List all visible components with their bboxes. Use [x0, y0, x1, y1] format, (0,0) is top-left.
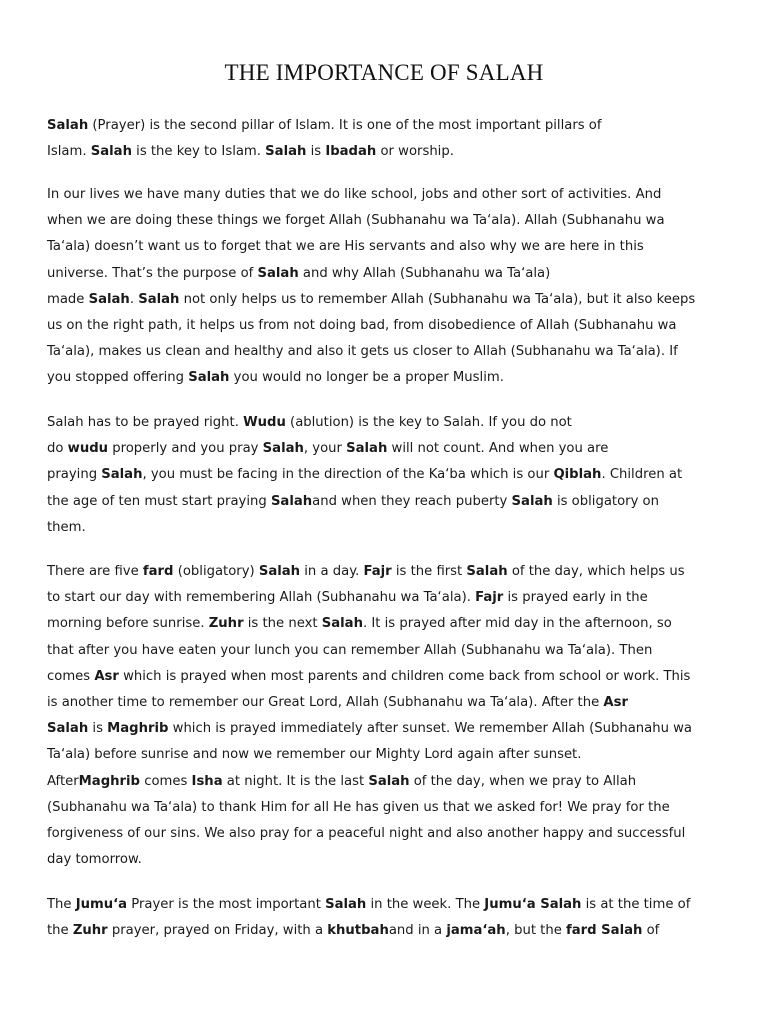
bold-term: fard Salah — [566, 923, 643, 939]
bold-term: Salah — [47, 118, 89, 133]
text-line — [47, 182, 737, 208]
bold-term: Salah — [262, 441, 304, 457]
bold-term: Fajr — [363, 564, 392, 579]
bold-term: Asr — [94, 668, 119, 684]
paragraph-purpose — [47, 182, 737, 392]
text-line — [47, 515, 737, 541]
text-run: and in a — [388, 923, 447, 939]
text-run: The — [47, 897, 76, 912]
text-run: which is prayed when most parents and children come back from school or work. This — [118, 668, 691, 684]
paragraph-intro — [47, 113, 737, 165]
bold-term: Salah — [258, 564, 301, 579]
document-title: THE IMPORTANCE OF SALAH — [224, 60, 544, 85]
text-line — [47, 664, 737, 690]
bold-term: Wudu — [243, 415, 286, 430]
paragraph-wudu — [47, 410, 737, 541]
bold-term: Isha — [191, 773, 223, 789]
text-run: not only helps us to remember Allah (Subhanahu wa Ta‘ala), but it also keeps — [179, 291, 696, 307]
text-line — [47, 716, 737, 742]
bold-term: Fajr — [475, 590, 504, 606]
text-run: in the week. The — [366, 897, 485, 912]
bold-term: Salah — [88, 291, 130, 307]
bold-term: fard — [142, 564, 174, 579]
bold-term: Ibadah — [325, 144, 377, 160]
bold-term: Asr — [603, 695, 628, 711]
text-line — [47, 742, 737, 768]
text-run: comes — [47, 668, 95, 684]
text-run: universe. That’s the purpose of — [47, 265, 258, 281]
bold-term: Salah — [466, 564, 508, 579]
text-line — [47, 410, 737, 436]
text-line — [47, 690, 737, 716]
text-line — [47, 611, 737, 637]
text-run: which is prayed immediately after sunset. We remember Allah (Subhanahu wa — [168, 721, 692, 737]
text-line — [47, 436, 737, 462]
text-run: at night. It is the last — [222, 773, 369, 789]
bold-term: Salah — [138, 291, 180, 307]
text-run: . It is prayed after mid day in the afternoon, so — [362, 616, 672, 632]
text-run: and why Allah (Subhanahu wa Ta‘ala) — [298, 265, 551, 281]
bold-term: Salah — [368, 773, 410, 789]
text-line — [47, 795, 737, 821]
text-line — [47, 234, 737, 260]
bold-term: wudu — [67, 441, 109, 457]
bold-term: Zuhr — [208, 616, 244, 632]
text-run: and when they reach puberty — [312, 493, 512, 509]
text-line — [47, 365, 737, 391]
text-run: to start our day with remembering Allah (Subhanahu wa Ta‘ala). — [47, 590, 476, 606]
text-run: comes — [140, 773, 192, 789]
text-run: is obligatory on — [552, 493, 659, 509]
text-run: when we are doing these things we forget Allah (Subhanahu wa Ta‘ala). Allah (Subhanahu wa — [47, 213, 665, 229]
text-run: the age of ten must start praying — [47, 493, 271, 509]
text-run: After — [47, 773, 79, 789]
text-run: Ta‘ala) doesn’t want us to forget that we are His servants and also why we are here in this — [47, 239, 644, 255]
text-run: (Subhanahu wa Ta‘ala) to thank Him for all He has given us that we asked for! We pray for the — [47, 799, 670, 815]
text-run: that after you have eaten your lunch you can remember Allah (Subhanahu wa Ta‘ala). Then — [47, 642, 653, 658]
text-run: (ablution) is the key to Salah. If you do not — [285, 415, 572, 430]
text-run: do — [47, 441, 68, 457]
text-run: (obligatory) — [173, 564, 259, 579]
text-run: , your — [303, 441, 347, 457]
text-run: . — [129, 291, 139, 307]
text-run: is prayed early in the — [503, 590, 648, 606]
bold-term: khutbah — [327, 923, 389, 939]
bold-term: Zuhr — [72, 923, 108, 939]
text-run: of the day, when we pray to Allah — [409, 773, 637, 789]
text-run: Salah has to be prayed right. — [47, 415, 244, 430]
text-run: is at the time of — [581, 897, 691, 912]
text-run: There are five — [47, 564, 143, 579]
text-line — [47, 918, 737, 944]
bold-term: Salah — [265, 144, 307, 160]
text-run: you stopped offering — [47, 370, 189, 386]
text-line — [47, 139, 737, 165]
text-line — [47, 638, 737, 664]
text-run: morning before sunrise. — [47, 616, 209, 632]
text-run: or worship. — [376, 144, 454, 160]
text-line — [47, 287, 737, 313]
bold-term: Salah — [511, 493, 553, 509]
text-run: properly and you pray — [108, 441, 263, 457]
bold-term: Salah — [90, 144, 132, 160]
text-line — [47, 208, 737, 234]
bold-term: Salah — [321, 616, 363, 632]
text-line — [47, 489, 737, 515]
text-run: is the next — [243, 616, 322, 632]
text-run: in a day. — [300, 564, 364, 579]
text-line — [47, 847, 737, 873]
paragraph-five-prayers — [47, 559, 737, 873]
bold-term: Maghrib — [107, 721, 169, 737]
text-run: the — [47, 923, 73, 939]
text-run: is another time to remember our Great Lord, Allah (Subhanahu wa Ta‘ala). After the — [47, 695, 604, 711]
text-run: you would no longer be a proper Muslim. — [229, 370, 504, 386]
text-run: day tomorrow. — [47, 852, 142, 868]
bold-term: Jumu‘a Salah — [484, 897, 582, 912]
text-run: is — [306, 144, 326, 160]
text-run: , but the — [505, 923, 567, 939]
text-run: is the first — [391, 564, 467, 579]
bold-term: Salah — [346, 441, 388, 457]
text-run: forgiveness of our sins. We also pray for a peaceful night and also another happy and successful — [47, 826, 686, 842]
text-run: will not count. And when you are — [387, 441, 609, 457]
text-run: made — [47, 291, 89, 307]
text-run: Ta‘ala), makes us clean and healthy and also it gets us closer to Allah (Subhanahu wa Ta‘ala). If — [47, 344, 678, 360]
bold-term: jama‘ah — [446, 923, 506, 939]
text-line — [47, 313, 737, 339]
text-run: praying — [47, 467, 102, 483]
text-run: them. — [47, 519, 86, 535]
text-run: Islam. — [47, 144, 91, 160]
text-run: is the key to Islam. — [131, 144, 266, 160]
bold-term: Jumu‘a — [75, 897, 128, 912]
text-run: . Children at — [601, 467, 683, 483]
bold-term: Salah — [188, 370, 230, 386]
text-run: is — [88, 721, 108, 737]
bold-term: Salah — [257, 265, 299, 281]
text-line — [47, 769, 737, 795]
text-line — [47, 821, 737, 847]
text-run: In our lives we have many duties that we do like school, jobs and other sort of activities. And — [47, 187, 662, 202]
text-run: Ta‘ala) before sunrise and now we remember our Mighty Lord again after sunset. — [47, 747, 582, 763]
text-run: of — [642, 923, 660, 939]
text-line — [47, 462, 737, 488]
bold-term: Salah — [325, 897, 367, 912]
text-line — [47, 892, 737, 918]
text-line — [47, 113, 737, 139]
text-line — [47, 339, 737, 365]
bold-term: Qiblah — [553, 467, 602, 483]
text-line — [47, 585, 737, 611]
paragraph-jumua — [47, 892, 737, 944]
bold-term: Salah — [47, 721, 89, 737]
bold-term: Maghrib — [78, 773, 140, 789]
bold-term: Salah — [270, 493, 313, 509]
text-line — [47, 261, 737, 287]
bold-term: Salah — [101, 467, 143, 483]
text-run: (Prayer) is the second pillar of Islam. It is one of the most important pillars of — [88, 118, 602, 133]
text-run: us on the right path, it helps us from not doing bad, from disobedience of Allah (Subhanahu wa — [47, 318, 677, 334]
text-run: , you must be facing in the direction of the Ka‘ba which is our — [142, 467, 554, 483]
text-run: of the day, which helps us — [507, 564, 685, 579]
text-run: prayer, prayed on Friday, with a — [107, 923, 328, 939]
text-run: Prayer is the most important — [127, 897, 326, 912]
text-line — [47, 559, 737, 585]
